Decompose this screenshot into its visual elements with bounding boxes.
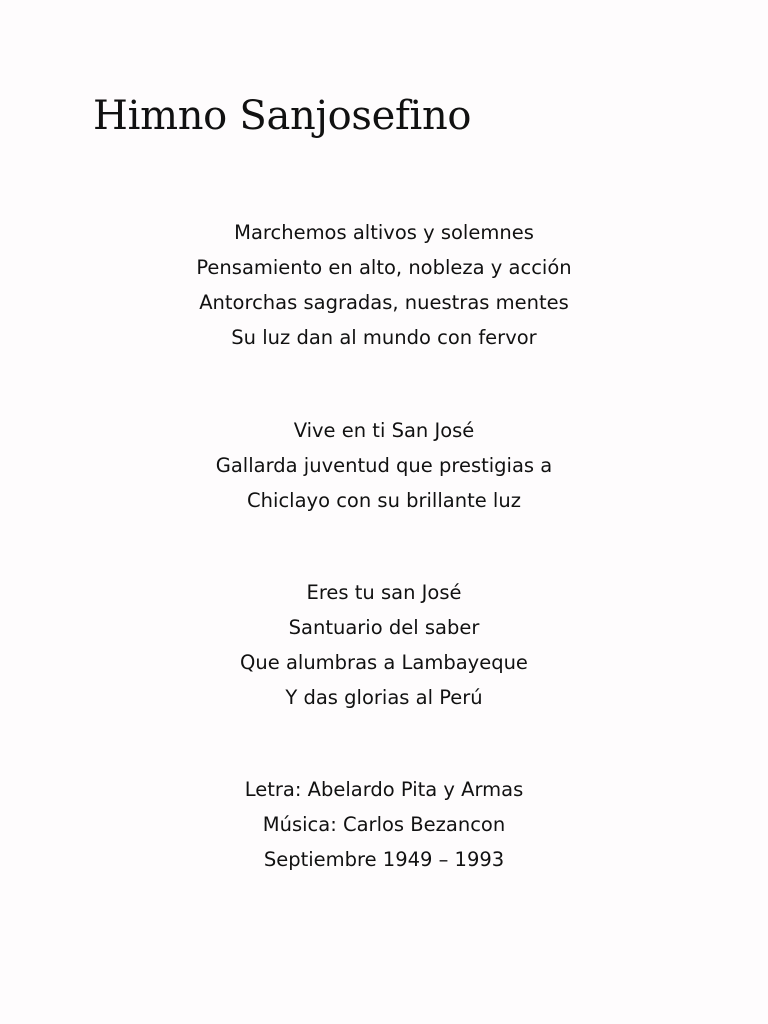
lyrics-credit: Letra: Abelardo Pita y Armas [244,778,524,801]
verse-line: Pensamiento en alto, nobleza y acción [196,256,572,279]
stanza-2 [0,413,768,518]
stanza-3 [0,575,768,715]
verse-line: Su luz dan al mundo con fervor [231,326,537,349]
verse-line: Gallarda juventud que prestigias a [215,454,553,477]
date-credit: Septiembre 1949 – 1993 [263,848,505,871]
credits-block [0,772,768,877]
verse-line: Y das glorias al Perú [285,686,483,709]
verse-line: Santuario del saber [288,616,480,639]
verse-line: Marchemos altivos y solemnes [234,221,534,244]
verse-line: Chiclayo con su brillante luz [247,489,521,512]
music-credit: Música: Carlos Bezancon [262,813,506,836]
stanza-1 [0,215,768,355]
verse-line: Eres tu san José [306,581,462,604]
verse-line: Que alumbras a Lambayeque [240,651,528,674]
verse-line: Vive en ti San José [293,419,475,442]
verse-line: Antorchas sagradas, nuestras mentes [199,291,569,314]
page-title: Himno Sanjosefino [93,93,472,139]
